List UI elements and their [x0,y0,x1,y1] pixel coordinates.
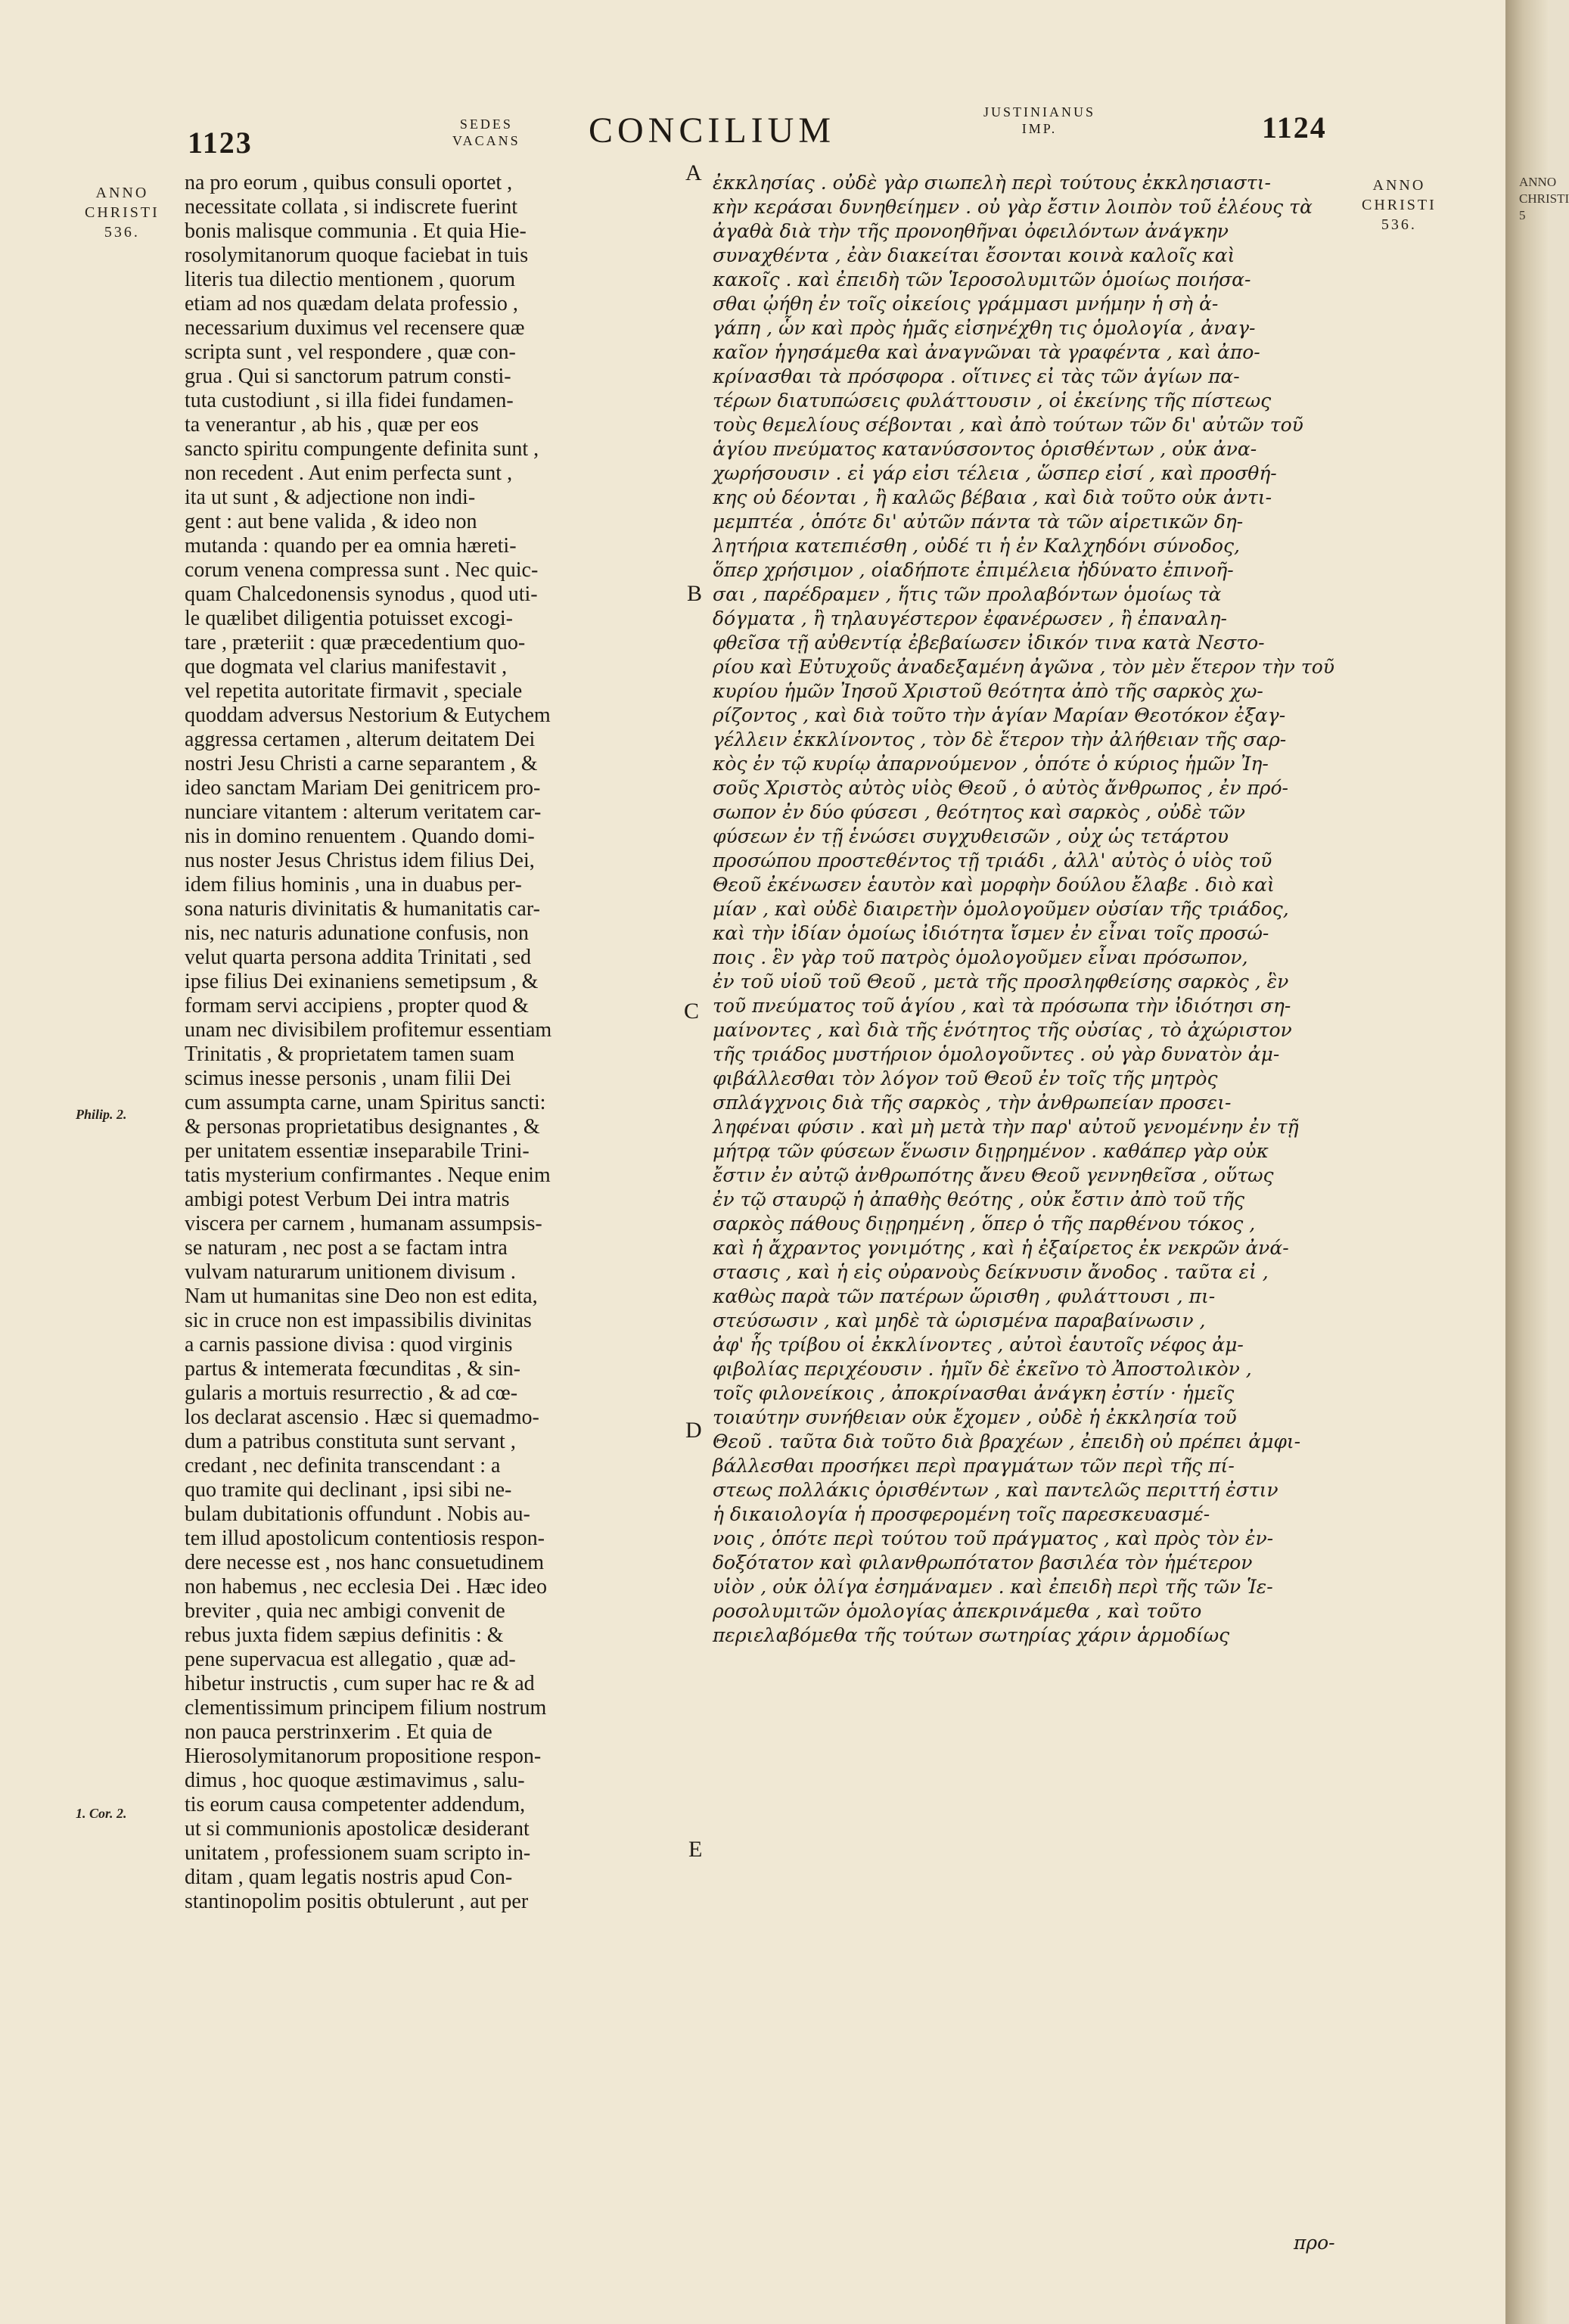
latin-text-line: non habemus , nec ecclesia Dei . Hæc ideo [185,1575,547,1599]
greek-text-line: ἐν τῷ σταυρῷ ἡ ἀπαθὴς θεότης , οὐκ ἔστιν ἀπὸ τοῦ τῆς [713,1188,1244,1210]
greek-text-line: μεμπτέα , ὁπότε δι' αὐτῶν πάντα τὰ τῶν αἱρετικῶν δη- [713,511,1244,533]
margin-line: 536. [1381,216,1417,233]
latin-text-line: dere necesse est , nos hanc consuetudinem [185,1551,545,1574]
greek-text-line: κακοῖς . καὶ ἐπειδὴ τῶν Ἱεροσολυμιτῶν ὁμοίως ποιήσα- [713,269,1251,290]
greek-text-line: σωπον ἐν δύο φύσεσι , θεότητος καὶ σαρκὸς , οὐδὲ τῶν [713,801,1245,823]
latin-text-line: quoddam adversus Nestorium & Eutychem [185,704,551,727]
greek-text-line: μαίνοντες , καὶ διὰ τῆς ἑνότητος τῆς οὐσίας , τὸ ἀχώριστον [713,1019,1292,1041]
latin-text-line: per unitatem essentiæ inseparabile Trini- [185,1139,530,1163]
latin-text-line: cum assumpta carne, unam Spiritus sancti: [185,1091,546,1114]
margin-line: CHRISTI [1362,197,1437,213]
latin-text-line: idem filius hominis , una in duabus per- [185,873,522,896]
margin-line: 536. [104,224,140,241]
latin-text-line: tuta custodiunt , si illa fidei fundamen- [185,389,514,412]
greek-text-line: ποις . ἓν γὰρ τοῦ πατρὸς ὁμολογοῦμεν εἶναι πρόσωπον, [713,946,1248,968]
page-number-left: 1123 [188,126,253,160]
greek-text-line: τοῖς φιλονείκοις , ἀποκρίνασθαι ἀνάγκη ἐστίν · ἡμεῖς [713,1382,1235,1404]
greek-text-line: ἁγίου πνεύματος κατανύσσοντος ὁρισθέντων , οὐκ ἀνα- [713,438,1257,460]
page-number-right: 1124 [1262,110,1327,144]
margin-line: ANNO [95,185,149,201]
catchword: προ- [1294,2232,1335,2254]
latin-text-line: na pro eorum , quibus consuli oportet , [185,171,513,194]
latin-text-line: unam nec divisibilem profitemur essentiam [185,1018,552,1042]
greek-text-line: στασις , καὶ ἡ εἰς οὐρανοὺς δείκνυσιν ἄνοδος . ταῦτα εἰ , [713,1261,1269,1283]
greek-text-line: χωρήσουσιν . εἰ γάρ εἰσι τέλεια , ὥσπερ εἰσί , καὶ προσθή- [713,462,1277,484]
latin-text-line: los declarat ascensio . Hæc si quemadmo- [185,1406,539,1429]
latin-text-line: breviter , quia nec ambigi convenit de [185,1599,505,1623]
greek-text-line: τοῦ πνεύματος τοῦ ἁγίου , καὶ τὰ πρόσωπα τὴν ἰδιότησι ση- [713,995,1291,1017]
section-letter: A [685,160,702,185]
latin-text-line: pene supervacua est allegatio , quæ ad- [185,1648,516,1671]
latin-text-line: etiam ad nos quædam delata professio , [185,292,518,315]
greek-text-line: μήτρᾳ τῶν φύσεων ἕνωσιν διῃρημένον . καθάπερ γὰρ οὐκ [713,1140,1269,1162]
latin-text-line: se naturam , nec post a se factam intra [185,1236,508,1260]
latin-text-line: scripta sunt , vel respondere , quæ con- [185,340,516,364]
latin-text-line: necessarium duximus vel recensere quæ [185,316,525,340]
latin-text-line: credant , nec definita transcendant : a [185,1454,501,1477]
greek-text-line: σθαι ᾠήθη ἐν τοῖς οἰκείοις γράμμασι μνήμην ἡ σὴ ἀ- [713,293,1219,315]
greek-text-line: καὶ τὴν ἰδίαν ὁμοίως ἰδιότητα ἴσμεν ἐν εἶναι τοῖς προσώ- [713,922,1269,944]
latin-text-line: necessitate collata , si indiscrete fuerint [185,195,518,219]
running-head-sedes [452,116,520,149]
latin-text-line: non recedent . Aut enim perfecta sunt , [185,461,513,485]
latin-text-line: nostri Jesu Christi a carne separantem , & [185,752,538,775]
greek-text-line: ἀγαθὰ διὰ τὴν τῆς προνοηθῆναι ὀφειλόντων ἀνάγκην [713,220,1229,242]
greek-text-line: κρίνασθαι τὰ πρόσφορα . οἵτινες εἰ τὰς τῶν ἁγίων πα- [713,365,1240,387]
latin-text-line: ambigi potest Verbum Dei intra matris [185,1188,510,1211]
greek-text-line: σοῦς Χριστὸς αὐτὸς υἱὸς Θεοῦ , ὁ αὐτὸς ἄνθρωπος , ἐν πρό- [713,777,1288,799]
greek-text-line: τέρων διατυπώσεις φυλάττουσιν , οἱ ἐκείνης τῆς πίστεως [713,390,1272,412]
latin-text-line: corum venena compressa sunt . Nec quic- [185,558,539,582]
greek-text-line: κυρίου ἡμῶν Ἰησοῦ Χριστοῦ θεότητα ἀπὸ τῆς σαρκὸς χω- [713,680,1263,702]
latin-text-line: grua . Qui si sanctorum patrum consti- [185,365,511,388]
greek-text-line: ἐν τοῦ υἱοῦ τοῦ Θεοῦ , μετὰ τῆς προσληφθείσης σαρκὸς , ἓν [713,971,1289,993]
margin-ref-corinthians: 1. Cor. 2. [76,1806,127,1821]
emperor-line: IMP. [1021,121,1058,136]
section-letter: E [688,1837,703,1862]
greek-text-line: ροσολυμιτῶν ὁμολογίας ἀπεκρινάμεθα , καὶ τοῦτο [713,1600,1202,1622]
latin-text-line: vulvam naturarum unitionem divisum . [185,1260,516,1284]
margin-ref-philippians: Philip. 2. [76,1107,127,1122]
latin-text-line: non pauca perstrinxerim . Et quia de [185,1720,492,1744]
greek-text-line: σαρκὸς πάθους διῃρημένη , ὅπερ ὁ τῆς παρθένου τόκος , [713,1213,1256,1235]
latin-text-line: ideo sanctam Mariam Dei genitricem pro- [185,776,541,800]
sedes-line: VACANS [452,133,520,148]
latin-text-line: tis eorum causa competenter addendum, [185,1793,526,1816]
greek-text-line: φιβολίας περιχέουσιν . ἡμῖν δὲ ἐκεῖνο τὸ Ἀποστολικὸν , [713,1358,1252,1380]
greek-text-line: δοξότατον καὶ φιλανθρωπότατον βασιλέα τὸν ἡμέτερον [713,1552,1253,1574]
greek-text-line: καῖον ἡγησάμεθα καὶ ἀναγνῶναι τὰ γραφέντα , καὶ ἀπο- [713,341,1260,363]
greek-text-line: στεύσωσιν , καὶ μηδὲ τὰ ὡρισμένα παραβαίνωσιν , [713,1310,1206,1331]
greek-text-line: δόγματα , ἢ τηλαυγέστερον ἐφανέρωσεν , ἢ ἐπαναλη- [713,607,1227,629]
latin-text-line: viscera per carnem , humanam assumpsis- [185,1212,542,1235]
latin-text-line: dum a patribus constituta sunt servant , [185,1430,516,1453]
greek-text-line: τοὺς θεμελίους σέβονται , καὶ ἀπὸ τούτων τῶν δι' αὐτῶν τοῦ [713,414,1303,436]
latin-text-line: nunciare vitantem : alterum veritatem car- [185,800,542,824]
greek-text-line: ρίου καὶ Εὐτυχοῦς ἀναδεξαμένη ἀγῶνα , τὸν μὲν ἕτερον τὴν τοῦ [713,656,1334,678]
latin-text-line: quo tramite qui declinant , ipsi sibi ne- [185,1478,512,1502]
latin-text-line: velut quarta persona addita Trinitati , sed [185,946,532,969]
greek-text-line: προσώπου προστεθέντος τῇ τριάδι , ἀλλ' αὐτὸς ὁ υἱὸς τοῦ [713,850,1272,872]
margin-line: CHRISTI [1519,191,1569,206]
greek-text-line: φύσεων ἐν τῇ ἑνώσει συγχυθεισῶν , οὐχ ὡς τετάρτου [713,825,1229,847]
latin-text-line: dimus , hoc quoque æstimavimus , salu- [185,1769,525,1792]
latin-text-line: Nam ut humanitas sine Deo non est edita, [185,1285,538,1308]
section-letter: C [684,999,700,1024]
greek-text-line: ἀφ' ἧς τρίβου οἱ ἐκκλίνοντες , αὐτοὶ ἑαυτοῖς νέφος ἀμ- [713,1334,1244,1356]
next-page-margin [1519,174,1569,224]
greek-text-line: κὴν κεράσαι δυνηθείημεν . οὐ γὰρ ἔστιν λοιπὸν τοῦ ἐλέους τὰ [713,196,1313,218]
margin-year-right [1362,176,1437,235]
greek-text-line: Θεοῦ . ταῦτα διὰ τοῦτο διὰ βραχέων , ἐπειδὴ οὐ πρέπει ἀμφι- [713,1431,1301,1452]
greek-text-line: Θεοῦ ἐκένωσεν ἑαυτὸν καὶ μορφὴν δούλου ἔλαβε . διὸ καὶ [713,874,1275,896]
greek-text-line: ἔστιν ἐν αὐτῷ ἀνθρωπότης ἄνευ Θεοῦ γεννηθεῖσα , οὕτως [713,1164,1274,1186]
next-page-edge [1505,0,1569,2324]
greek-text-line: ὅπερ χρήσιμον , οἱαδήποτε ἐπιμέλεια ἠδύνατο ἐπινοῆ- [713,559,1234,581]
latin-text-line: tatis mysterium confirmantes . Neque enim [185,1164,551,1187]
latin-text-line: gent : aut bene valida , & ideo non [185,510,477,533]
latin-text-line: Trinitatis , & proprietatem tamen suam [185,1042,515,1066]
latin-text-line: que dogmata vel clarius manifestavit , [185,655,508,679]
greek-text-line: κὸς ἐν τῷ κυρίῳ ἀπαρνούμενον , ὁπότε ὁ κύριος ἡμῶν Ἰη- [713,753,1269,775]
latin-text-line: rosolymitanorum quoque faciebat in tuis [185,244,529,267]
running-head-emperor [983,104,1095,137]
greek-text-line: λητήρια κατεπιέσθη , οὐδέ τι ἡ ἐν Καλχηδόνι σύνοδος, [713,535,1240,557]
latin-text-line: mutanda : quando per ea omnia hæreti- [185,534,517,558]
latin-text-line: ut si communionis apostolicæ desiderant [185,1817,530,1841]
latin-text-line: scimus inesse personis , unam filii Dei [185,1067,511,1090]
latin-text-line: stantinopolim positis obtulerunt , aut per [185,1890,529,1913]
margin-line: ANNO [1519,175,1557,189]
greek-text-column [713,171,1348,1648]
latin-text-line: clementissimum principem filium nostrum [185,1696,547,1720]
latin-text-line: & personas proprietatibus designantes , & [185,1115,540,1139]
sedes-line: SEDES [459,117,513,132]
greek-text-line: ρίζοντος , καὶ διὰ τοῦτο τὴν ἁγίαν Μαρίαν Θεοτόκον ἐξαγ- [713,704,1286,726]
latin-text-line: quam Chalcedonensis synodus , quod uti- [185,583,538,606]
greek-text-line: σαι , παρέδραμεν , ἥτις τῶν προλαβόντων ὁμοίως τὰ [713,583,1222,605]
emperor-line: JUSTINIANUS [983,104,1096,120]
margin-line: CHRISTI [85,204,160,221]
latin-text-line: nis in domino renuentem . Quando domi- [185,825,535,848]
page-title: CONCILIUM [589,110,835,151]
greek-text-line: νοις , ὁπότε περὶ τούτου τοῦ πράγματος , καὶ πρὸς τὸν ἐν- [713,1527,1274,1549]
latin-text-line: vel repetita autoritate firmavit , speciale [185,679,523,703]
latin-text-line: ita ut sunt , & adjectione non indi- [185,486,476,509]
greek-text-line: περιελαβόμεθα τῆς τούτων σωτηρίας χάριν ἁρμοδίως [713,1624,1230,1646]
latin-text-line: ipse filius Dei exinaniens semetipsum , & [185,970,539,993]
greek-text-line: φθεῖσα τῇ αὐθεντίᾳ ἐβεβαίωσεν ἰδικόν τινα κατὰ Νεστο- [713,632,1265,654]
latin-text-line: hibetur instructis , cum super hac re & ad [185,1672,535,1695]
greek-text-line: συναχθέντα , ἐὰν διακείται ἔσονται κοινὰ καλοῖς καὶ [713,244,1235,266]
latin-text-column [185,171,676,1914]
latin-text-line: sancto spiritu compungente definita sunt , [185,437,539,461]
greek-text-line: γέλλειν ἐκκλίνοντος , τὸν δὲ ἕτερον τὴν ἀλήθειαν τῆς σαρ- [713,729,1287,750]
greek-text-line: φιβάλλεσθαι τὸν λόγον τοῦ Θεοῦ ἐν τοῖς τῆς μητρὸς [713,1067,1218,1089]
latin-text-line: a carnis passione divisa : quod virginis [185,1333,513,1356]
margin-line: 5 [1519,208,1526,222]
greek-text-line: κης οὐ δέονται , ἢ καλῶς βέβαια , καὶ διὰ τοῦτο οὐκ ἀντι- [713,486,1272,508]
greek-text-line: ἡ δικαιολογία ἡ προσφερομένη τοῖς παρεσκευασμέ- [713,1503,1210,1525]
latin-text-line: sic in cruce non est impassibilis divinitas [185,1309,532,1332]
greek-text-line: σπλάγχνοις διὰ τῆς σαρκὸς , τὴν ἀνθρωπείαν προσει- [713,1092,1232,1114]
latin-text-line: bonis malisque communia . Et quia Hie- [185,219,527,243]
latin-text-line: ditam , quam legatis nostris apud Con- [185,1866,513,1889]
margin-year-left [85,183,160,242]
greek-text-line: τοιαύτην συνήθειαν οὐκ ἔχομεν , οὐδὲ ἡ ἐκκλησία τοῦ [713,1406,1237,1428]
latin-text-line: tare , præteriit : quæ præcedentium quo- [185,631,526,654]
latin-text-line: le quælibet diligentia potuisset excogi- [185,607,513,630]
latin-text-line: tem illud apostolicum contentiosis respon- [185,1527,545,1550]
latin-text-line: unitatem , professionem suam scripto in- [185,1841,531,1865]
latin-text-line: aggressa certamen , alterum deitatem Dei [185,728,536,751]
greek-text-line: καὶ ἡ ἄχραντος γονιμότης , καὶ ἡ ἐξαίρετος ἐκ νεκρῶν ἀνά- [713,1237,1289,1259]
latin-text-line: gularis a mortuis resurrectio , & ad cœ- [185,1381,518,1405]
latin-text-line: ta venerantur , ab his , quæ per eos [185,413,479,437]
latin-text-line: nis, nec naturis adunatione confusis, non [185,921,529,945]
latin-text-line: partus & intemerata fœcunditas , & sin- [185,1357,520,1381]
greek-text-line: ἐκκλησίας . οὐδὲ γὰρ σιωπελὴ περὶ τούτους ἐκκλησιαστι- [713,172,1271,194]
section-letter: B [687,581,703,606]
section-letter: D [685,1418,702,1443]
latin-text-line: bulam dubitationis offundunt . Nobis au- [185,1502,530,1526]
greek-text-line: γάπη , ὧν καὶ πρὸς ἡμᾶς εἰσηνέχθη τις ὁμολογία , ἀναγ- [713,317,1256,339]
greek-text-line: βάλλεσθαι προσήκει περὶ πραγμάτων τῶν περὶ τῆς πί- [713,1455,1235,1477]
greek-text-line: υἱὸν , οὐκ ὀλίγα ἐσημάναμεν . καὶ ἐπειδὴ περὶ τῆς τῶν Ἱε- [713,1576,1273,1598]
greek-text-line: στεως πολλάκις ὁρισθέντων , καὶ παντελῶς περιττή ἐστιν [713,1479,1279,1501]
greek-text-line: τῆς τριάδος μυστήριον ὁμολογοῦντες . οὐ γὰρ δυνατὸν ἀμ- [713,1043,1280,1065]
latin-text-line: literis tua dilectio mentionem , quorum [185,268,516,291]
latin-text-line: rebus juxta fidem sæpius definitis : & [185,1623,504,1647]
greek-text-line: μίαν , καὶ οὐδὲ διαιρετὴν ὁμολογοῦμεν οὐσίαν τῆς τριάδος, [713,898,1289,920]
greek-text-line: καθὼς παρὰ τῶν πατέρων ὥρισθη , φυλάττουσι , πι- [713,1285,1216,1307]
latin-text-line: nus noster Jesus Christus idem filius Dei, [185,849,535,872]
latin-text-line: Hierosolymitanorum propositione respon- [185,1745,542,1768]
latin-text-line: sona naturis divinitatis & humanitatis car- [185,897,540,921]
greek-text-line: ληφέναι φύσιν . καὶ μὴ μετὰ τὴν παρ' αὐτοῦ γενομένην ἐν τῇ [713,1116,1299,1138]
margin-line: ANNO [1372,177,1426,194]
latin-text-line: formam servi accipiens , propter quod & [185,994,529,1018]
